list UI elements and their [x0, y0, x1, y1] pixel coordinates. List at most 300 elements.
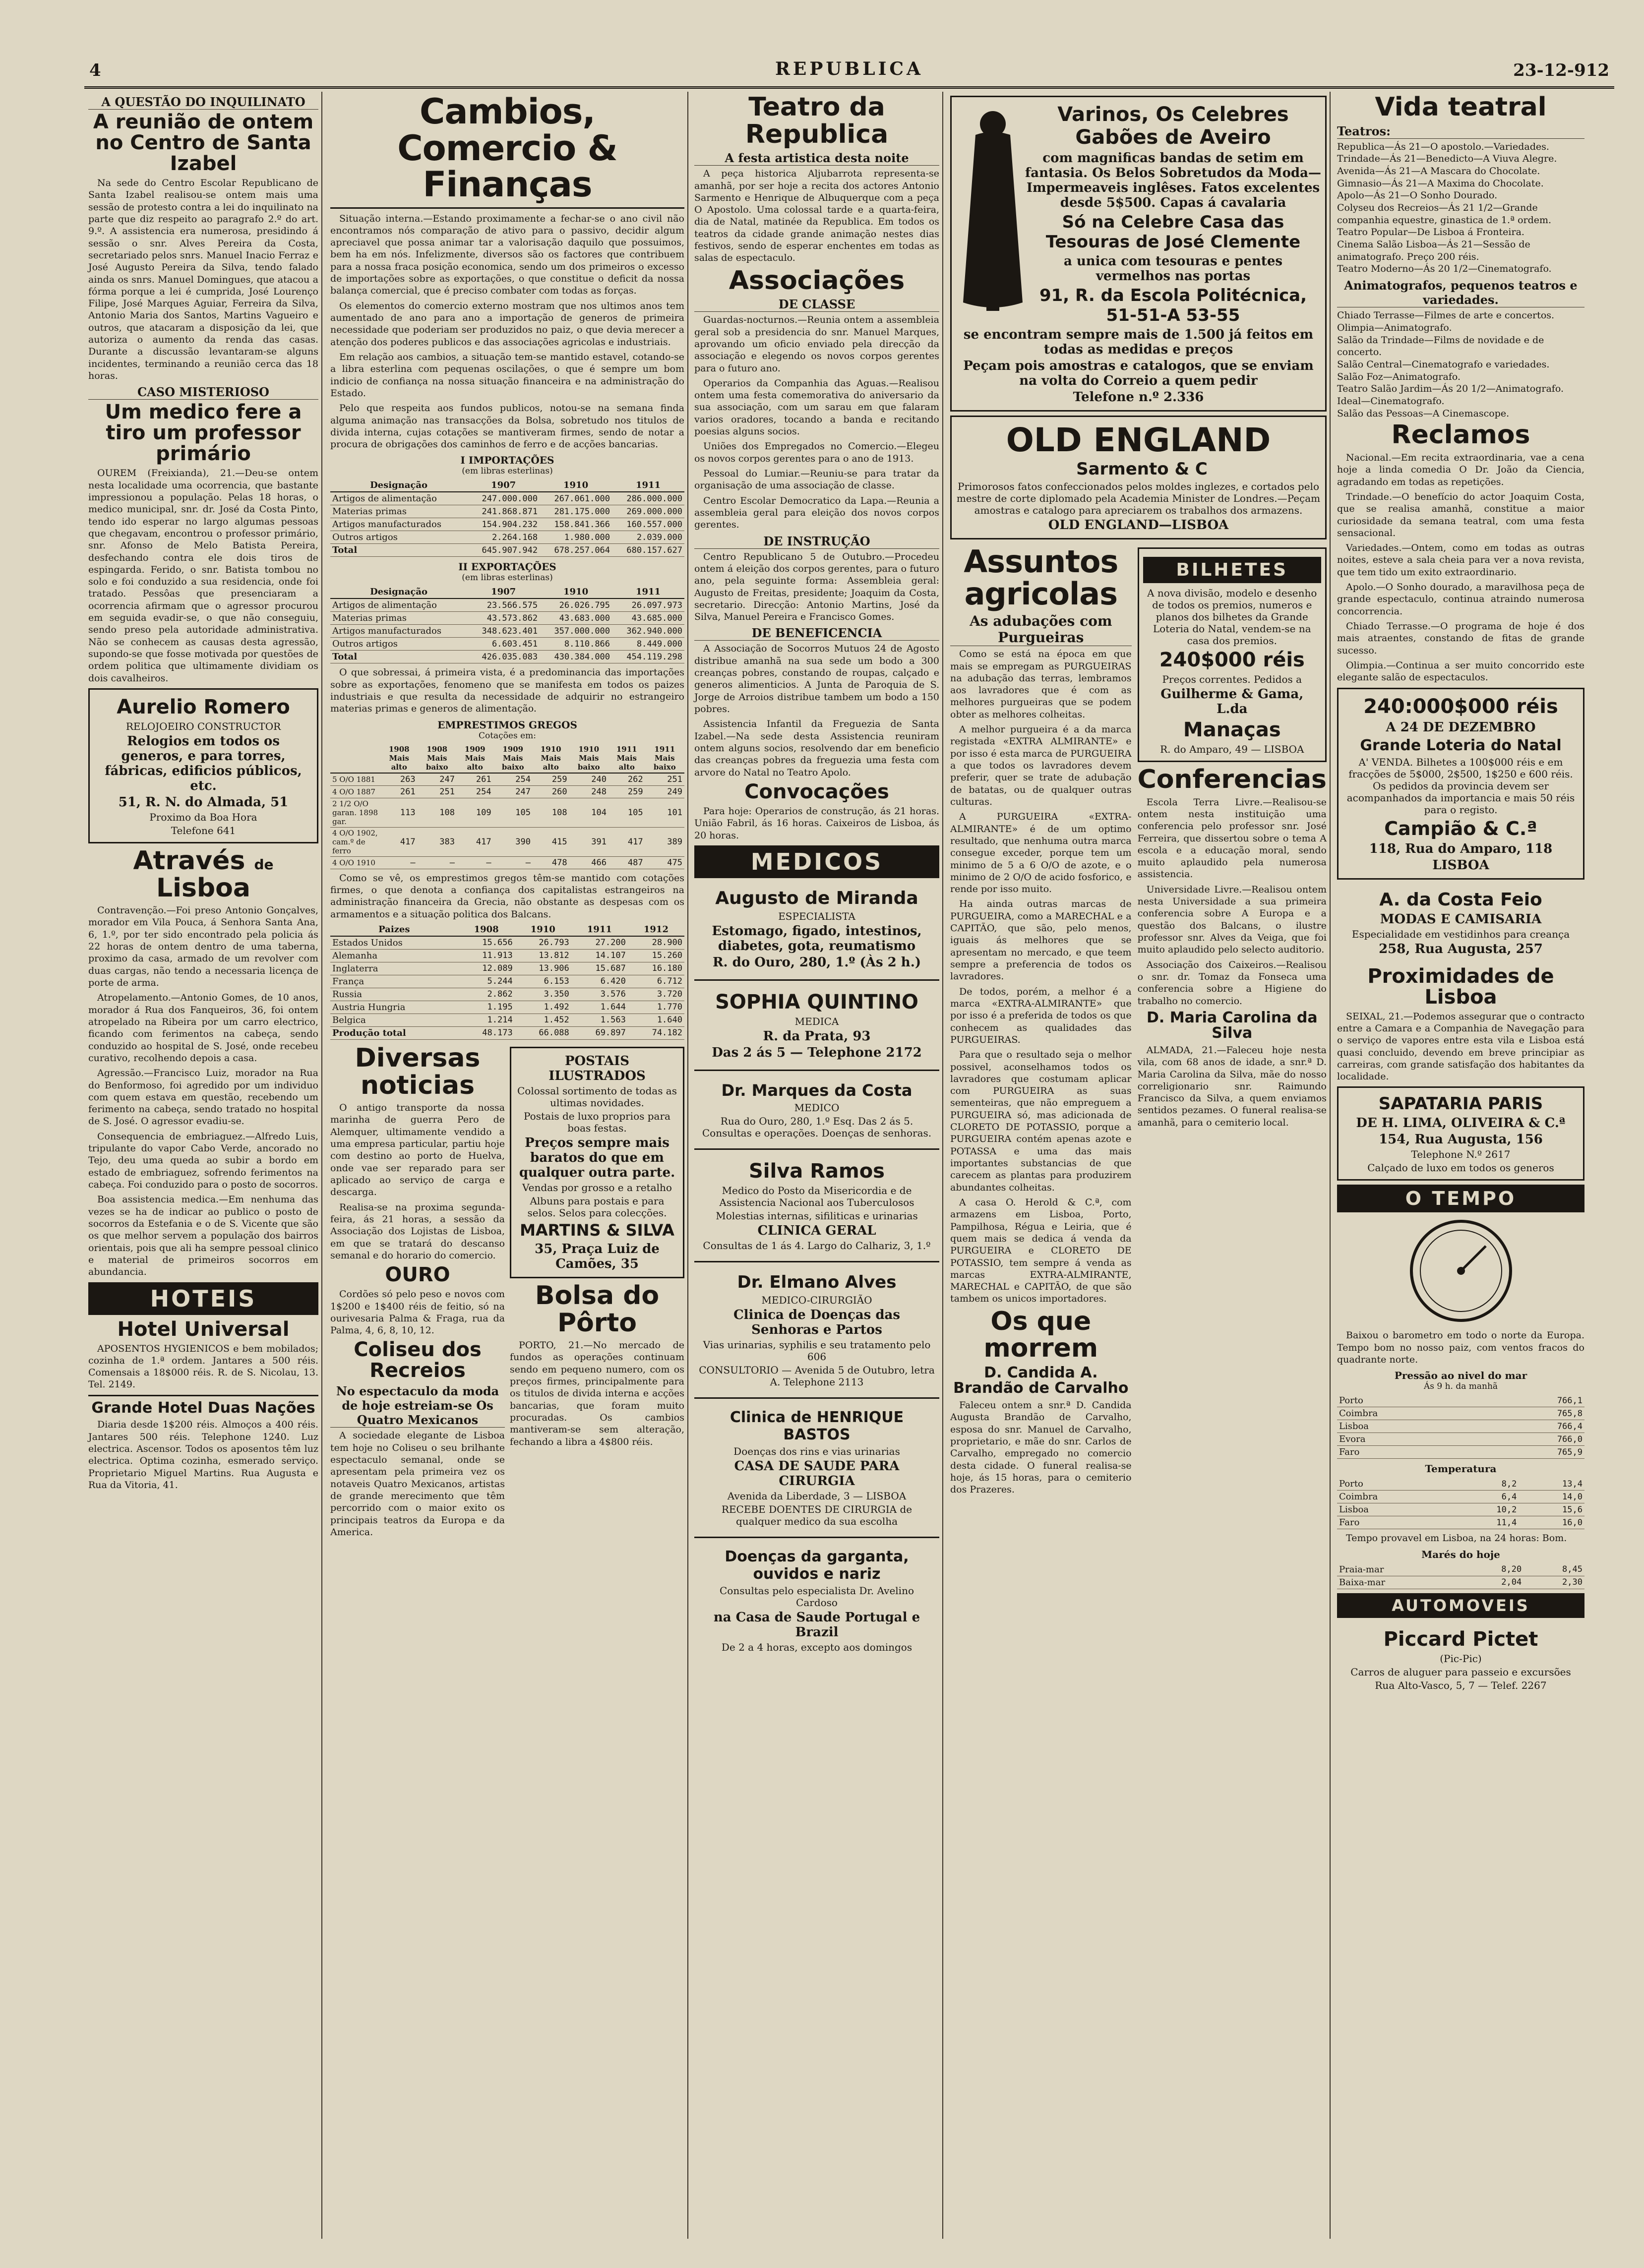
- column-2: [326, 92, 688, 2239]
- barometer-icon: [1406, 1216, 1516, 1325]
- table-cell: 16.180: [628, 962, 684, 975]
- table-header-cell: Paizes: [330, 923, 458, 936]
- table-cell: 348.623.401: [467, 625, 540, 638]
- obituary-2-name: D. Maria Carolina da Silva: [1146, 1009, 1318, 1042]
- table-header-cell: Designação: [330, 586, 467, 598]
- table-cell: Porto: [1337, 1478, 1453, 1491]
- teatro-text: A peça historica Aljubarrota representa-se amanhã, por ser hoje a recita dos actores Antonio Sarmento e Henrique de Albuquerque com a peça O Apostolo. Uma colossal tarde e a quarta-feira, dia de Natal, matinée da Republica. Em todos os teatros da cidade grande animação nestes dias festivos, sendo de esperar enchentes em todas as salas de espectaculo.: [694, 168, 939, 264]
- news-embriaguez: Consequencia de embriaguez.—Alfredo Luis, tripulante do vapor Cabo Verde, ancorado no Tejo, deu uma queda ao subir a bordo em estado de embriaguez, sofrendo ferimentos na cabeça. Foi conduzido para o posto de socorros.: [88, 1131, 318, 1190]
- table-row: [330, 856, 684, 869]
- table-cell: Lisboa: [1337, 1420, 1484, 1433]
- table-header-cell: 1910: [515, 923, 571, 936]
- table-cell: 417: [381, 827, 418, 856]
- table-importacoes-sub: (em libras esterlinas): [462, 466, 553, 477]
- table-exportacoes-sub: (em libras esterlinas): [462, 573, 553, 583]
- table-cell: 426.035.083: [467, 651, 540, 663]
- table-row: [330, 798, 684, 827]
- ad-city: Proximo da Boa Hora: [149, 811, 257, 823]
- table-cell: 26.793: [515, 936, 571, 950]
- table-row: [330, 1001, 684, 1014]
- table-cell: 2.039.000: [612, 531, 684, 544]
- assoc-p8: Assistencia Infantil da Freguezia de Santa Izabel.—Na sede desta Assistencia reuniram ontem alguns socios, resolvendo dar em beneficio das creanças pobres da freguezia uma festa com arvore do Natal no Teatro Apolo.: [694, 718, 939, 778]
- convocacoes-text: Para hoje: Operarios de construção, ás 21 horas. União Fabril, ás 16 horas. Caixeiros de Lisboa, ás 20 horas.: [694, 805, 939, 841]
- table-cell: Total: [330, 651, 467, 663]
- table-cell: 109: [457, 798, 493, 827]
- table-cell: 3.350: [515, 988, 571, 1001]
- table-cell: 1.770: [628, 1001, 684, 1014]
- table-cell: —: [381, 856, 418, 869]
- table-cell: 66.088: [515, 1026, 571, 1039]
- agric-p6: Para que o resultado seja o melhor possivel, aconselhamos todos os lavradores que costumam aplicar com PURGUEIRA as suas sementeiras, que não empreguem a PURGUEIRA só, mas adicionada de CLORETO DE POTASSIO, porque a PURGUEIRA contém apenas azote e POTASSA e uma das mais importantes substancias de que carecem as plantas para produzirem abundantes colheitas.: [950, 1049, 1132, 1193]
- table-row: [330, 785, 684, 798]
- col2-lower-left: [330, 1043, 505, 1541]
- table-gregos-caption: EMPRESTIMOS GREGOS: [437, 718, 577, 731]
- table-cell: 2.862: [458, 988, 515, 1001]
- table-cell: 8,2: [1453, 1478, 1519, 1491]
- ad-subtitle: RELOJOEIRO CONSTRUCTOR: [125, 720, 281, 732]
- table-cell: —: [457, 856, 493, 869]
- table-cell: 8.110.866: [540, 638, 612, 651]
- table-cell: 281.175.000: [540, 505, 612, 518]
- col2-lower: [330, 1043, 684, 1541]
- table-cell: 14.107: [571, 949, 628, 962]
- ad-postais: POSTAIS ILUSTRADOS Colossal sortimento de todas as ultimas novidades. Postais de luxo proprios para boas festas. Preços sempre mais baratos do que em qualquer outra parte. Vendas por grosso e a retalho Albuns para postais e para selos. Selos para colecções. MARTINS & SILVA 35, Praça Luiz de Camões, 35: [510, 1047, 684, 1278]
- obituary-1-text: Faleceu ontem a snr.ª D. Candida Augusta Brandão de Carvalho, esposa do snr. Manuel de Carvalho, proprietario, e mãe do snr. Carlos de Carvalho, empregado no comercio desta cidade. O funeral realisa-se hoje, ás 15 horas, para o cemiterio dos Prazeres.: [950, 1399, 1132, 1495]
- table-cell: Faro: [1337, 1446, 1484, 1459]
- table-cell: 4 O/O 1887: [330, 785, 381, 798]
- table-cell: Total: [330, 544, 467, 557]
- ad-address: 51, R. N. do Almada, 51: [118, 794, 289, 810]
- ad-postais-name: MARTINS & SILVA: [520, 1220, 674, 1240]
- table-gregos-sub: Cotações em:: [478, 730, 537, 741]
- table-cell: 417: [609, 827, 645, 856]
- table-cell: 286.000.000: [612, 492, 684, 505]
- table-cell: 2,30: [1523, 1576, 1584, 1589]
- varinos-telephone: Telefone n.º 2.336: [1073, 390, 1204, 405]
- old-england-brand: Sarmento & C: [1076, 459, 1208, 479]
- hotel-universal-title: Hotel Universal: [117, 1317, 290, 1341]
- column-3: [690, 92, 943, 2239]
- headline-convocacoes: Convocações: [744, 780, 889, 803]
- kicker-classe: DE CLASSE: [694, 297, 939, 312]
- table-cell: Produção total: [330, 1026, 458, 1039]
- table-mares: [1337, 1563, 1584, 1589]
- table-header-cell: 1911: [612, 479, 684, 492]
- agric-p5: De todos, porém, a melhor é a marca «EXTRA-ALMIRANTE» que por isso é a preferida de todos os que conhecem as qualidades das PURGUEIRAS.: [950, 986, 1132, 1045]
- table-cell: 251: [645, 773, 684, 786]
- table-producao: [330, 923, 684, 1040]
- table-row: [1337, 1503, 1584, 1516]
- table-cell: 4 O/O 1910: [330, 856, 381, 869]
- table-cell: Praia-mar: [1337, 1563, 1462, 1576]
- table-cell: 254: [493, 773, 533, 786]
- table-cell: 766,4: [1484, 1420, 1584, 1433]
- table-cell: 262: [609, 773, 645, 786]
- table-cell: Inglaterra: [330, 962, 458, 975]
- column-5: Vida teatral Teatros: Republica—Ás 21—O apostolo.—Variedades. Trindade—Ás 21—Benedicto—A Viuva Alegre. Avenida—Ás 21—A Mascara do Chocolate. Gimnasio—Ás 21—A Maxima do Chocolate. Apolo—Ás 21—O Sonho Dourado. Colyseu dos Recreios—Ás 21 1/2—Grande companhia equestre, ginastica de 1.ª ordem. Teatro Popular—De Lisboa á Fronteira. Cinema Salão Lisboa—Ás 21—Sessão de animatografo. Preço 200 réis. Teatro Moderno—Ás 20 1/2—Cinematografo. Animatografos, pequenos teatros e variedades. Chiado Terrasse—Filmes de arte e concertos. Olimpia—Animatografo. Salão da Trindade—Films de novidade e de concerto. Salão Central—Cinematografo e variedades. Salão Foz—Animatografo. Teatro Salão Jardim—Ás 20 1/2—Animatografo. Ideal—Cinematografo. Salão das Pessoas—A Cinemascope. Reclamos Nacional.—Em recita extraordinaria, vae a cena hoje a linda comedia O Dr. João da Ciencia, agradando em todas as repetições. Trindade.—O benefício do actor Joaquim Costa, que se realisa amanhã, constitue a maior curiosidade da semana teatral, com uma festa sensacional. Variedades.—Ontem, como em todas as outras noites, esteve a sala cheia para ver a nova revista, que tem tido um exito extraordinario. Apolo.—O Sonho dourado, a maravilhosa peça de grande espectaculo, continua atraindo numerosa concorrencia. Chiado Terrasse.—O programa de hoje é dos mais atraentes, constando de fitas de grande sucesso. Olimpia.—Continua a ser muito concorrido este elegante salão de espectaculos. 240:000$000 réis A 24 DE DEZEMBRO Grande Loteria do Natal A' VENDA. Bilhetes a 100$000 réis e em fracções de 5$000, 2$500, 1$250 e 600 réis. Os pedidos da provincia devem ser acompanhados da importancia e mais 50 réis para o registo. Campião & C.ª 118, Rua do Amparo, 118 LISBOA A. da Costa Feio MODAS E CAMISARIA Especialidade em vestidinhos para creança 258, Rua Augusta, 257 Proximidades de Lisboa SEIXAL, 21.—Podemos assegurar que o contracto entre a Camara e a Companhia de Navegação para o serviço de vapores entre esta vila e Lisboa está quasi concluido, devendo em breve principiar as carreiras, com grande satisfação dos habitantes da localidade. SAPATARIA PARIS DE H. LIMA, OLIVEIRA & C.ª 154, Rua Augusta, 156 Telephone N.º 2617 Calçado de luxo em todos os generos O TEMPO Baixou o barometro em todo o norte da Europa. Tempo bom no nosso paiz, com ventos fracos do quadrante norte. Pressão ao nivel do mar Ás 9 h. da manhã Porto 766,1 Coimbra 765,8 Lisboa 766,4 Evora 766,0 Faro 765,9 Temperatura Porto 8,2 13,4 Coimbra 6,4 14,0 Lisboa 10,2 15,6 Faro 11,4 16,0 Tempo provavel em Lisboa, na 24 horas: Bom. Marés do hoje Praia-mar 8,20 8,45 Baixa-mar 2,04 2,30 AUTOMOVEIS Piccard Pictet (Pic-Pic) Carros de aluguer para passeio e excursões Rua Alto-Vasco, 5, 7 — Telef. 2267: [1333, 92, 1588, 2239]
- table-header-cell: 1911 Mais alto: [609, 744, 645, 773]
- table-cell: 69.897: [571, 1026, 628, 1039]
- cloaked-figure-illustration: [961, 104, 1025, 312]
- table-cell: 6.420: [571, 975, 628, 988]
- bilhetes-title: BILHETES: [1143, 557, 1321, 583]
- ad-varinos: Varinos, Os Celebres Gabões de Aveiro com magnificas bandas de setim em fantasia. Os Belos Sobretudos da Moda—Impermeaveis inglêses. Fatos excelentes desde 5$500. Capas á cavalaria Só na Celebre Casa das Tesouras de José Clemente a unica com tesouras e pentes vermelhos nas portas 91, R. da Escola Politécnica, 51-51-A 53-55 se encontram sempre mais de 1.500 já feitos em todas as medidas e preços Peçam pois amostras e catalogos, que se enviam na volta do Correio a quem pedir Telefone n.º 2.336: [950, 96, 1327, 412]
- table-header-row: [330, 744, 684, 773]
- table-row: [330, 492, 684, 505]
- table-row: [1337, 1420, 1584, 1433]
- hotel-duas-nacoes-text: Diaria desde 1$200 réis. Almoços a 400 réis. Jantares 500 réis. Telephone 1240. Luz electrica. Ascensor. Todos os aposentos têm luz electrica. Optima cozinha, esmerado serviço. Proprietario Miguel Martins. Rua Augusta e Rua da Vitoria, 41.: [88, 1419, 318, 1491]
- table-cell: 158.841.366: [540, 518, 612, 531]
- table-cell: 8,45: [1523, 1563, 1584, 1576]
- table-cell: Estados Unidos: [330, 936, 458, 950]
- kicker-instrucao: DE INSTRUÇÃO: [694, 534, 939, 549]
- table-cell: 3.720: [628, 988, 684, 1001]
- table-exportacoes-caption: II EXPORTAÇÕES: [458, 561, 556, 573]
- table-cell: 11.913: [458, 949, 515, 962]
- table-cell: 154.904.232: [467, 518, 540, 531]
- obituary-2-text: ALMADA, 21.—Faleceu hoje nesta vila, com 68 anos de idade, a snr.ª D. Maria Carolina da Silva, mãe do nosso correligionario snr. Raimundo Francisco da Silva, a quem enviamos sentidos pezames. O funeral realisa-se amanhã, para o cemiterio local.: [1137, 1044, 1327, 1128]
- table-temperatura: [1337, 1478, 1584, 1529]
- table-row: [330, 638, 684, 651]
- table-cell: 1.492: [515, 1001, 571, 1014]
- table-cell: 15.656: [458, 936, 515, 950]
- ad-medico-quintino: SOPHIA QUINTINO MEDICA R. da Prata, 93 Das 2 ás 5 — Telephone 2172: [712, 990, 922, 1060]
- table-cell: 160.557.000: [612, 518, 684, 531]
- reclamo-5: Chiado Terrasse.—O programa de hoje é dos mais atraentes, constando de fitas de grande sucesso.: [1337, 621, 1584, 656]
- table-cell: 6.712: [628, 975, 684, 988]
- table-cell: 8,20: [1462, 1563, 1523, 1576]
- tempo-bar: O TEMPO: [1337, 1185, 1584, 1212]
- table-row: [1337, 1433, 1584, 1446]
- table-header-row: [330, 586, 684, 598]
- table-cell: 13,4: [1519, 1478, 1584, 1491]
- table-row: [1337, 1576, 1584, 1589]
- table-row: [330, 518, 684, 531]
- table-cell: Faro: [1337, 1516, 1453, 1529]
- table-cell: 43.573.862: [467, 612, 540, 625]
- news-assistencia: Boa assistencia medica.—Em nenhuma das vezes se ha de indicar ao publico o posto de socorros da Estefania e o de S. Vicente que são os que melhor servem a população dos bairros orientais, pois que ali ha sempre pessoal clinico e material de primeiros socorros em abundancia.: [88, 1194, 318, 1278]
- cinema-list-item: Teatro Salão Jardim—Ás 20 1/2—Animatografo.: [1337, 383, 1564, 395]
- table-cell: 101: [645, 798, 684, 827]
- table-cell: 43.683.000: [540, 612, 612, 625]
- ad-telephone: Telefone 641: [171, 824, 236, 836]
- table-cell: 48.173: [458, 1026, 515, 1039]
- table-cell: Baixa-mar: [1337, 1576, 1462, 1589]
- column-4: [946, 92, 1331, 2239]
- coliseu-sub: No espectaculo da moda de hoje estreiam-se Os Quatro Mexicanos: [330, 1384, 505, 1428]
- table-cell: 466: [569, 856, 609, 869]
- news-agressao: Agressão.—Francisco Luiz, morador na Rua do Benformoso, foi agredido por um individuo com quem estava em questão, recebendo um ferimento na cabeça, sendo tratado no hospital de S. José. O agressor evadiu-se.: [88, 1068, 318, 1127]
- ouro-text: Cordões só pelo peso e novos com 1$200 e 1$400 réis de feitio, só na ourivesaria Palma & Fraga, rua da Palma, 4, 6, 8, 10, 12.: [330, 1289, 505, 1336]
- table-cell: 105: [493, 798, 533, 827]
- cinema-list-item: Salão Foz—Animatografo.: [1337, 371, 1461, 382]
- theatre-list-item: Teatro Moderno—Ás 20 1/2—Cinematografo.: [1337, 263, 1552, 275]
- table-cell: 645.907.942: [467, 544, 540, 557]
- table-cell: 259: [533, 773, 569, 786]
- table-cell: 26.097.973: [612, 598, 684, 612]
- table-cell: 765,8: [1484, 1407, 1584, 1420]
- table-importacoes: [330, 479, 684, 557]
- cambios-p2: Os elementos do comercio externo mostram que nos ultimos anos tem aumentado de ano para ano a importação de generos de primeira necessidade que poderiam ser produzidos no paiz, o que devia merecer a atenção dos poderes publicos e das associações agricolas e industriais.: [330, 300, 684, 348]
- kicker-animatografos: Animatografos, pequenos teatros e variedades.: [1337, 278, 1584, 307]
- headline-diversas: Diversas noticias: [355, 1043, 481, 1100]
- hotel-universal-text: APOSENTOS HYGIENICOS e bem mobilados; cozinha de 1.ª ordem. Jantares a 500 réis. Comensais a 18$000 réis. R. de S. Nicolau, 13. Tel. 2149.: [88, 1343, 318, 1390]
- table-cell: 247: [418, 773, 457, 786]
- table-header-cell: 1910: [540, 586, 612, 598]
- table-header-cell: 1910: [540, 479, 612, 492]
- col4-body: [950, 543, 1327, 1498]
- table-cell: 108: [418, 798, 457, 827]
- lottery-vendor: Campião & C.ª: [1384, 817, 1537, 839]
- agric-p1: Como se está na época em que mais se empregam as PURGUEIRAS na adubação das terras, lembramos aos lavradores que é com as melhores purgueiras que se podem obter as melhores colheitas.: [950, 649, 1132, 720]
- table-header-cell: 1908 Mais alto: [381, 744, 418, 773]
- table-header-cell: 1911 Mais baixo: [645, 744, 684, 773]
- table-row: [330, 1014, 684, 1026]
- table-cell: 678.257.064: [540, 544, 612, 557]
- table-cell: —: [418, 856, 457, 869]
- table-cell: Porto: [1337, 1394, 1484, 1407]
- ad-garganta: Doenças da garganta, ouvidos e nariz Consultas pelo especialista Dr. Avelino Cardoso na Casa de Saude Portugal e Brazil De 2 a 4 horas, excepto aos domingos: [713, 1548, 920, 1653]
- reclamo-1: Nacional.—Em recita extraordinaria, vae a cena hoje a linda comedia O Dr. João da Ciencia, agradando em todas as repetições.: [1337, 452, 1584, 487]
- col4-left: [950, 543, 1132, 1498]
- table-cell: 260: [533, 785, 569, 798]
- table-cell: 389: [645, 827, 684, 856]
- assoc-p2: Operarios da Companhia das Aguas.—Realisou ontem uma festa comemorativa do aniversario da sua associação, com um sarau em que falaram varios oradores, tocando a banda e recitando poesias alguns socios.: [694, 377, 939, 437]
- ad-bilhetes: BILHETES A nova divisão, modelo e desenho de todos os premios, numeros e planos dos bilhetes da Grande Loteria do Natal, vendem-se na casa dos premios. 240$000 réis Preços correntes. Pedidos a Guilherme & Gama, L.da Manaças R. do Amparo, 49 — LISBOA: [1138, 547, 1327, 762]
- automoveis-bar: AUTOMOVEIS: [1337, 1593, 1584, 1618]
- table-cell: Materias primas: [330, 612, 467, 625]
- cinema-list-item: Chiado Terrasse—Filmes de arte e concertos.: [1337, 310, 1555, 321]
- table-cell: 13.906: [515, 962, 571, 975]
- ad-medico-miranda: Augusto de Miranda ESPECIALISTA Estomago, figado, intestinos, diabetes, gota, reumatismo R. do Ouro, 280, 1.º (Às 2 h.): [712, 888, 922, 970]
- headline-reuniao: A reunião de ontem no Centro de Santa Izabel: [93, 111, 314, 175]
- table-cell: Artigos manufacturados: [330, 625, 467, 638]
- agric-p7: A casa O. Herold & C.ª, com armazens em Lisboa, Porto, Pampilhosa, Régua e Leiria, que é quem mais se dedica á venda da PURGUEIRA e CLORETO DE POTASSIO, tem sempre á venda as marcas EXTRA-ALMIRANTE, MARECHAL e CAPITÃO, de que são tambem os unicos importadores.: [950, 1196, 1132, 1305]
- assoc-p4: Pessoal do Lumiar.—Reuniu-se para tratar da organisação de uma associação de classe.: [694, 468, 939, 491]
- table-row: [330, 936, 684, 950]
- theatre-list-item: Republica—Ás 21—O apostolo.—Variedades.: [1337, 141, 1549, 152]
- table-row: [330, 773, 684, 786]
- diversas-p2: Realisa-se na proxima segunda-feira, ás 21 horas, a sessão da Associação dos Lojistas de Lisboa, em que se tratará do descanso semanal e do horario do comercio.: [330, 1201, 505, 1261]
- article-reuniao: Na sede do Centro Escolar Republicano de Santa Izabel realisou-se ontem mais uma sessão de protesto contra a lei do inquilinato na parte que diz respeito ao paragrafo 2.º do art. 9.º. A assistencia era numerosa, presidindo á sessão o snr. Alves Pereira da Costa, secretariado pelos snrs. Manuel Inacio Ferraz e José Augusto Pereira da Silva, tendo falado ainda os snrs. Manuel Domingues, que atacou a fórma porque a lei é cumprida, José Lourenço Filipe, José Marques Aguiar, Ferreira da Silva, Antonio Maria dos Santos, Martins Vagueiro e outros, que atacaram a disposição da lei, que autoriza o aumento da renda das casas. Durante a discussão levantaram-se alguns incidentes, terminando a reunião cerca das 18 horas.: [88, 178, 318, 381]
- theatre-list-item: Avenida—Ás 21—A Mascara do Chocolate.: [1337, 165, 1540, 177]
- cinema-list-item: Olimpia—Animatografo.: [1337, 322, 1452, 333]
- table-cell: 1.644: [571, 1001, 628, 1014]
- cinema-list-item: Salão das Pessoas—A Cinemascope.: [1337, 408, 1510, 419]
- conf-p2: Universidade Livre.—Realisou ontem nesta Universidade a sua primeira conferencia sobre A Europa e a questão dos Balcans, o ilustre professor snr. Alves da Veiga, que foi muito aplaudido pelo selecto auditorio.: [1137, 884, 1327, 955]
- table-cell: 15,6: [1519, 1503, 1584, 1516]
- cambios-p4: Pelo que respeita aos fundos publicos, notou-se na semana finda alguma animação nas transacções da Bolsa, sobretudo nos titulos de divida interna, cujas cotações se mantiveram firmes, sendo de notar a procura de obrigações dos caminhos de ferro e de acções bancarias.: [330, 403, 684, 450]
- table-cell: 478: [533, 856, 569, 869]
- table-pressao: [1337, 1394, 1584, 1459]
- table-cell: 249: [645, 785, 684, 798]
- kicker-beneficencia: DE BENEFICENCIA: [694, 626, 939, 641]
- table-cell: 475: [645, 856, 684, 869]
- table-row: [330, 988, 684, 1001]
- table-header-cell: 1912: [628, 923, 684, 936]
- theatre-list-item: Trindade—Ás 21—Benedicto—A Viuva Alegre.: [1337, 153, 1557, 165]
- table-cell: 6.603.451: [467, 638, 540, 651]
- bilhetes-price: 240$000 réis: [1159, 649, 1305, 671]
- table-cell: Artigos manufacturados: [330, 518, 467, 531]
- table-emprestimos-gregos: [330, 744, 684, 869]
- table-importacoes-caption: I IMPORTAÇÕES: [460, 454, 554, 467]
- table-total-row: [330, 651, 684, 663]
- table-cell: 10,2: [1453, 1503, 1519, 1516]
- table-cell: 113: [381, 798, 418, 827]
- theatre-list-item: Apolo—Ás 21—O Sonho Dourado.: [1337, 190, 1498, 201]
- table-cell: 254: [457, 785, 493, 798]
- reclamo-6: Olimpia.—Continua a ser muito concorrido este elegante salão de espectaculos.: [1337, 659, 1584, 683]
- assoc-p7: A Associação de Socorros Mutuos 24 de Agosto distribue amanhã na sua sede um bodo a 300 creanças pobres, constando de roupas, calçado e generos alimenticios. A Junta de Paroquia de S. Jorge de Arroios distribue tambem um bodo a 150 pobres.: [694, 643, 939, 715]
- table-cell: Lisboa: [1337, 1503, 1453, 1516]
- table-header-row: [330, 479, 684, 492]
- table-row: [1337, 1516, 1584, 1529]
- diversas-p1: O antigo transporte da nossa marinha de guerra Pero de Alemquer, ultimamente vendido a uma empresa particular, partiu hoje com destino ao porto de Huelva, onde vae ser reparado para ser aplicado ao serviço de carga e descarga.: [330, 1102, 505, 1198]
- obituary-1-name: D. Candida A. Brandão de Carvalho: [953, 1364, 1129, 1397]
- table-cell: 240: [569, 773, 609, 786]
- ad-old-england: OLD ENGLAND Sarmento & C Primorosos fatos confeccionados pelos moldes inglezes, e cortados pelo mestre de corte diplomado pela Academia Minister de Londres.—Peçam amostras e catalogo para apreciarem os trabalhos dos armazens. OLD ENGLAND—LISBOA: [950, 416, 1327, 539]
- table-cell: França: [330, 975, 458, 988]
- table-header-cell: 1911: [612, 586, 684, 598]
- conf-p3: Associação dos Caixeiros.—Realisou o snr. dr. Tomaz da Fonseca uma conferencia sobre a Higiene do trabalho no comercio.: [1137, 959, 1327, 1007]
- table-cell: 5 O/O 1881: [330, 773, 381, 786]
- table-row: [330, 598, 684, 612]
- table-cell: 680.157.627: [612, 544, 684, 557]
- table-row: [1337, 1407, 1584, 1420]
- headline-teatro-republica: Teatro da Republica: [745, 92, 889, 149]
- table-row: [1337, 1478, 1584, 1491]
- headline-vida-teatral: Vida teatral: [1375, 92, 1547, 122]
- kicker-festa: A festa artistica desta noite: [694, 151, 939, 166]
- table-cell: 1.563: [571, 1014, 628, 1026]
- table-cell: 23.566.575: [467, 598, 540, 612]
- table-cell: 105: [609, 798, 645, 827]
- table-cell: 259: [609, 785, 645, 798]
- bolsa-text: PORTO, 21.—No mercado de fundos as operações continuam sendo em pequeno numero, com os preços firmes, principalmente para os titulos de divida interna e acções bancarias, que foram muito procuradas. Os cambios mantiveram-se sem alteração, fechando a libra a 4$800 réis.: [510, 1340, 684, 1447]
- theatre-list-item: Cinema Salão Lisboa—Ás 21—Sessão de animatografo. Preço 200 réis.: [1337, 239, 1530, 262]
- assoc-p3: Uniões dos Empregados no Comercio.—Elegeu os novos corpos gerentes para o ano de 1913.: [694, 441, 939, 464]
- masthead: [84, 59, 1614, 89]
- table-row: [1337, 1394, 1584, 1407]
- table-cell: 16,0: [1519, 1516, 1584, 1529]
- headline-medico: Um medico fere a tiro um professor primário: [105, 401, 302, 466]
- table-row: [1337, 1446, 1584, 1459]
- ad-medico-marques: Dr. Marques da Costa MEDICO Rua do Ouro, 280, 1.º Esq. Das 2 ás 5. Consultas e operações. Doenças de senhoras.: [702, 1080, 932, 1139]
- table-cell: 391: [569, 827, 609, 856]
- headline-proximidades: Proximidades de Lisboa: [1367, 964, 1554, 1009]
- headline-associacoes: Associações: [729, 265, 905, 296]
- table-cell: 251: [418, 785, 457, 798]
- table-header-cell: [330, 744, 381, 773]
- table-cell: 766,1: [1484, 1394, 1584, 1407]
- table-cell: 261: [381, 785, 418, 798]
- theatre-list-item: Colyseu dos Recreios—Ás 21 1/2—Grande companhia equestre, ginastica de 1.ª ordem.: [1337, 202, 1552, 226]
- hotels-bar: HOTEIS: [88, 1282, 318, 1315]
- table-header-cell: 1910 Mais baixo: [569, 744, 609, 773]
- table-cell: 454.119.298: [612, 651, 684, 663]
- table-cell: 11,4: [1453, 1516, 1519, 1529]
- table-cell: 13.812: [515, 949, 571, 962]
- page-number: 4: [89, 60, 101, 80]
- ad-piccard-pictet: Piccard Pictet (Pic-Pic) Carros de aluguer para passeio e excursões Rua Alto-Vasco, 5, 7 — Telef. 2267: [1350, 1627, 1571, 1691]
- table-cell: Materias primas: [330, 505, 467, 518]
- table-cell: 2 1/2 O/O garan. 1898 gar.: [330, 798, 381, 827]
- table-cell: 6.153: [515, 975, 571, 988]
- table-cell: 15.687: [571, 962, 628, 975]
- assoc-p6: Centro Republicano 5 de Outubro.—Procedeu ontem á eleição dos corpos gerentes, para o futuro ano, pela seguinte forma: Assembleia geral: Augusto de Freitas, presidente; Joaquim da Costa, secretario. Direcção: Antonio Martins, José da Silva, Manuel Pereira e Francisco Gomes.: [694, 551, 939, 623]
- table-cell: 269.000.000: [612, 505, 684, 518]
- temperatura-title: Temperatura: [1425, 1463, 1497, 1475]
- table-cell: 1.452: [515, 1014, 571, 1026]
- col4-right: [1138, 543, 1327, 1498]
- table-header-cell: 1907: [467, 479, 540, 492]
- table-cell: 26.026.795: [540, 598, 612, 612]
- cinema-list-item: Salão Central—Cinematografo e variedades.: [1337, 358, 1550, 370]
- article-medico: OUREM (Freixianda), 21.—Deu-se ontem nesta localidade uma ocorrencia, que bastante impressionou a população. Pelas 18 horas, o medico municipal, snr. dr. José da Costa Pinto, tendo ido esperar no largo algumas pessoas que chegavam, encontrou o professor primário, snr. Afonso de Melo Batista Pereira, desfechando contra ele dois tiros de espingarda. Ferido, o snr. Batista tombou no solo e foi conduzido a sua residencia, onde foi tratado. Pessôas que presenciaram a ocorrencia afirmam que o agressor procurou em seguida evadir-se, o que não conseguiu, sendo preso pela autoridade administrativa. Não se conhecem as causas desta agressão, supondo-se que fosse motivada por questões de ordem politica que ultimamente dividiam os dois cavalheiros.: [88, 468, 318, 684]
- theatre-list-item: Teatro Popular—De Lisboa á Fronteira.: [1337, 227, 1524, 238]
- table-cell: 43.685.000: [612, 612, 684, 625]
- assoc-p5: Centro Escolar Democratico da Lapa.—Reunia a assembleia geral para eleição dos novos corpos gerentes.: [694, 495, 939, 531]
- table-header-cell: 1908: [458, 923, 515, 936]
- table-cell: 765,9: [1484, 1446, 1584, 1459]
- table-cell: 247: [493, 785, 533, 798]
- old-england-title: OLD ENGLAND: [1006, 421, 1271, 459]
- table-header-cell: Designação: [330, 479, 467, 492]
- table-cell: 8.449.000: [612, 638, 684, 651]
- varinos-title: Varinos, Os Celebres Gabões de Aveiro: [1057, 103, 1289, 149]
- table-cell: 383: [418, 827, 457, 856]
- ad-loteria-natal: 240:000$000 réis A 24 DE DEZEMBRO Grande Loteria do Natal A' VENDA. Bilhetes a 100$000 réis e em fracções de 5$000, 2$500, 1$250 e 600 réis. Os pedidos da provincia devem ser acompanhados da importancia e mais 50 réis para o registo. Campião & C.ª 118, Rua do Amparo, 118 LISBOA: [1337, 688, 1584, 880]
- table-cell: Austria Hungria: [330, 1001, 458, 1014]
- ouro-title: OURO: [385, 1263, 450, 1287]
- table-cell: —: [493, 856, 533, 869]
- proximidades-text: SEIXAL, 21.—Podemos assegurar que o contracto entre a Camara e a Companhia de Navegação para o serviço de vapores entre esta vila e Lisboa está quasi concluido, devendo em breve principiar as carreiras, com grande satisfação dos habitantes da localidade.: [1337, 1011, 1584, 1082]
- coliseu-title: Coliseu dos Recreios: [354, 1338, 482, 1382]
- table-cell: 248: [569, 785, 609, 798]
- table-cell: 1.980.000: [540, 531, 612, 544]
- table-cell: 247.000.000: [467, 492, 540, 505]
- kicker-inquilinato: A QUESTÃO DO INQUILINATO: [88, 95, 318, 110]
- headline-atraves-lisboa: Através de Lisboa: [133, 845, 274, 903]
- table-row: [330, 531, 684, 544]
- table-header-cell: 1907: [467, 586, 540, 598]
- table-row: [330, 962, 684, 975]
- table-cell: 430.384.000: [540, 651, 612, 663]
- table-cell: 6,4: [1453, 1491, 1519, 1503]
- ad-aurelio-romero: [88, 688, 318, 843]
- table-row: [330, 827, 684, 856]
- table-cell: 14,0: [1519, 1491, 1584, 1503]
- table-cell: 4 O/O 1902, cam.º de ferro: [330, 827, 381, 856]
- pressao-title: Pressão ao nivel do mar: [1394, 1370, 1527, 1382]
- table-cell: Alemanha: [330, 949, 458, 962]
- hotel-duas-nacoes-title: Grande Hotel Duas Nações: [91, 1399, 315, 1417]
- table-row: [330, 625, 684, 638]
- kicker-caso-misterioso: CASO MISTERIOSO: [88, 385, 318, 400]
- medicos-bar: MEDICOS: [694, 845, 939, 878]
- ad-text: Relogios em todos os generos, e para torres, fábricas, edificios públicos, etc.: [105, 733, 302, 793]
- table-cell: 263: [381, 773, 418, 786]
- ad-brand: Aurelio Romero: [117, 695, 290, 718]
- table-cell: 1.214: [458, 1014, 515, 1026]
- table-cell: Outros artigos: [330, 638, 467, 651]
- column-1: [84, 92, 322, 2239]
- table-cell: Outros artigos: [330, 531, 467, 544]
- headline-assuntos-agricolas: Assuntos agricolas: [964, 543, 1118, 612]
- table-row: [330, 975, 684, 988]
- table-cell: 28.900: [628, 936, 684, 950]
